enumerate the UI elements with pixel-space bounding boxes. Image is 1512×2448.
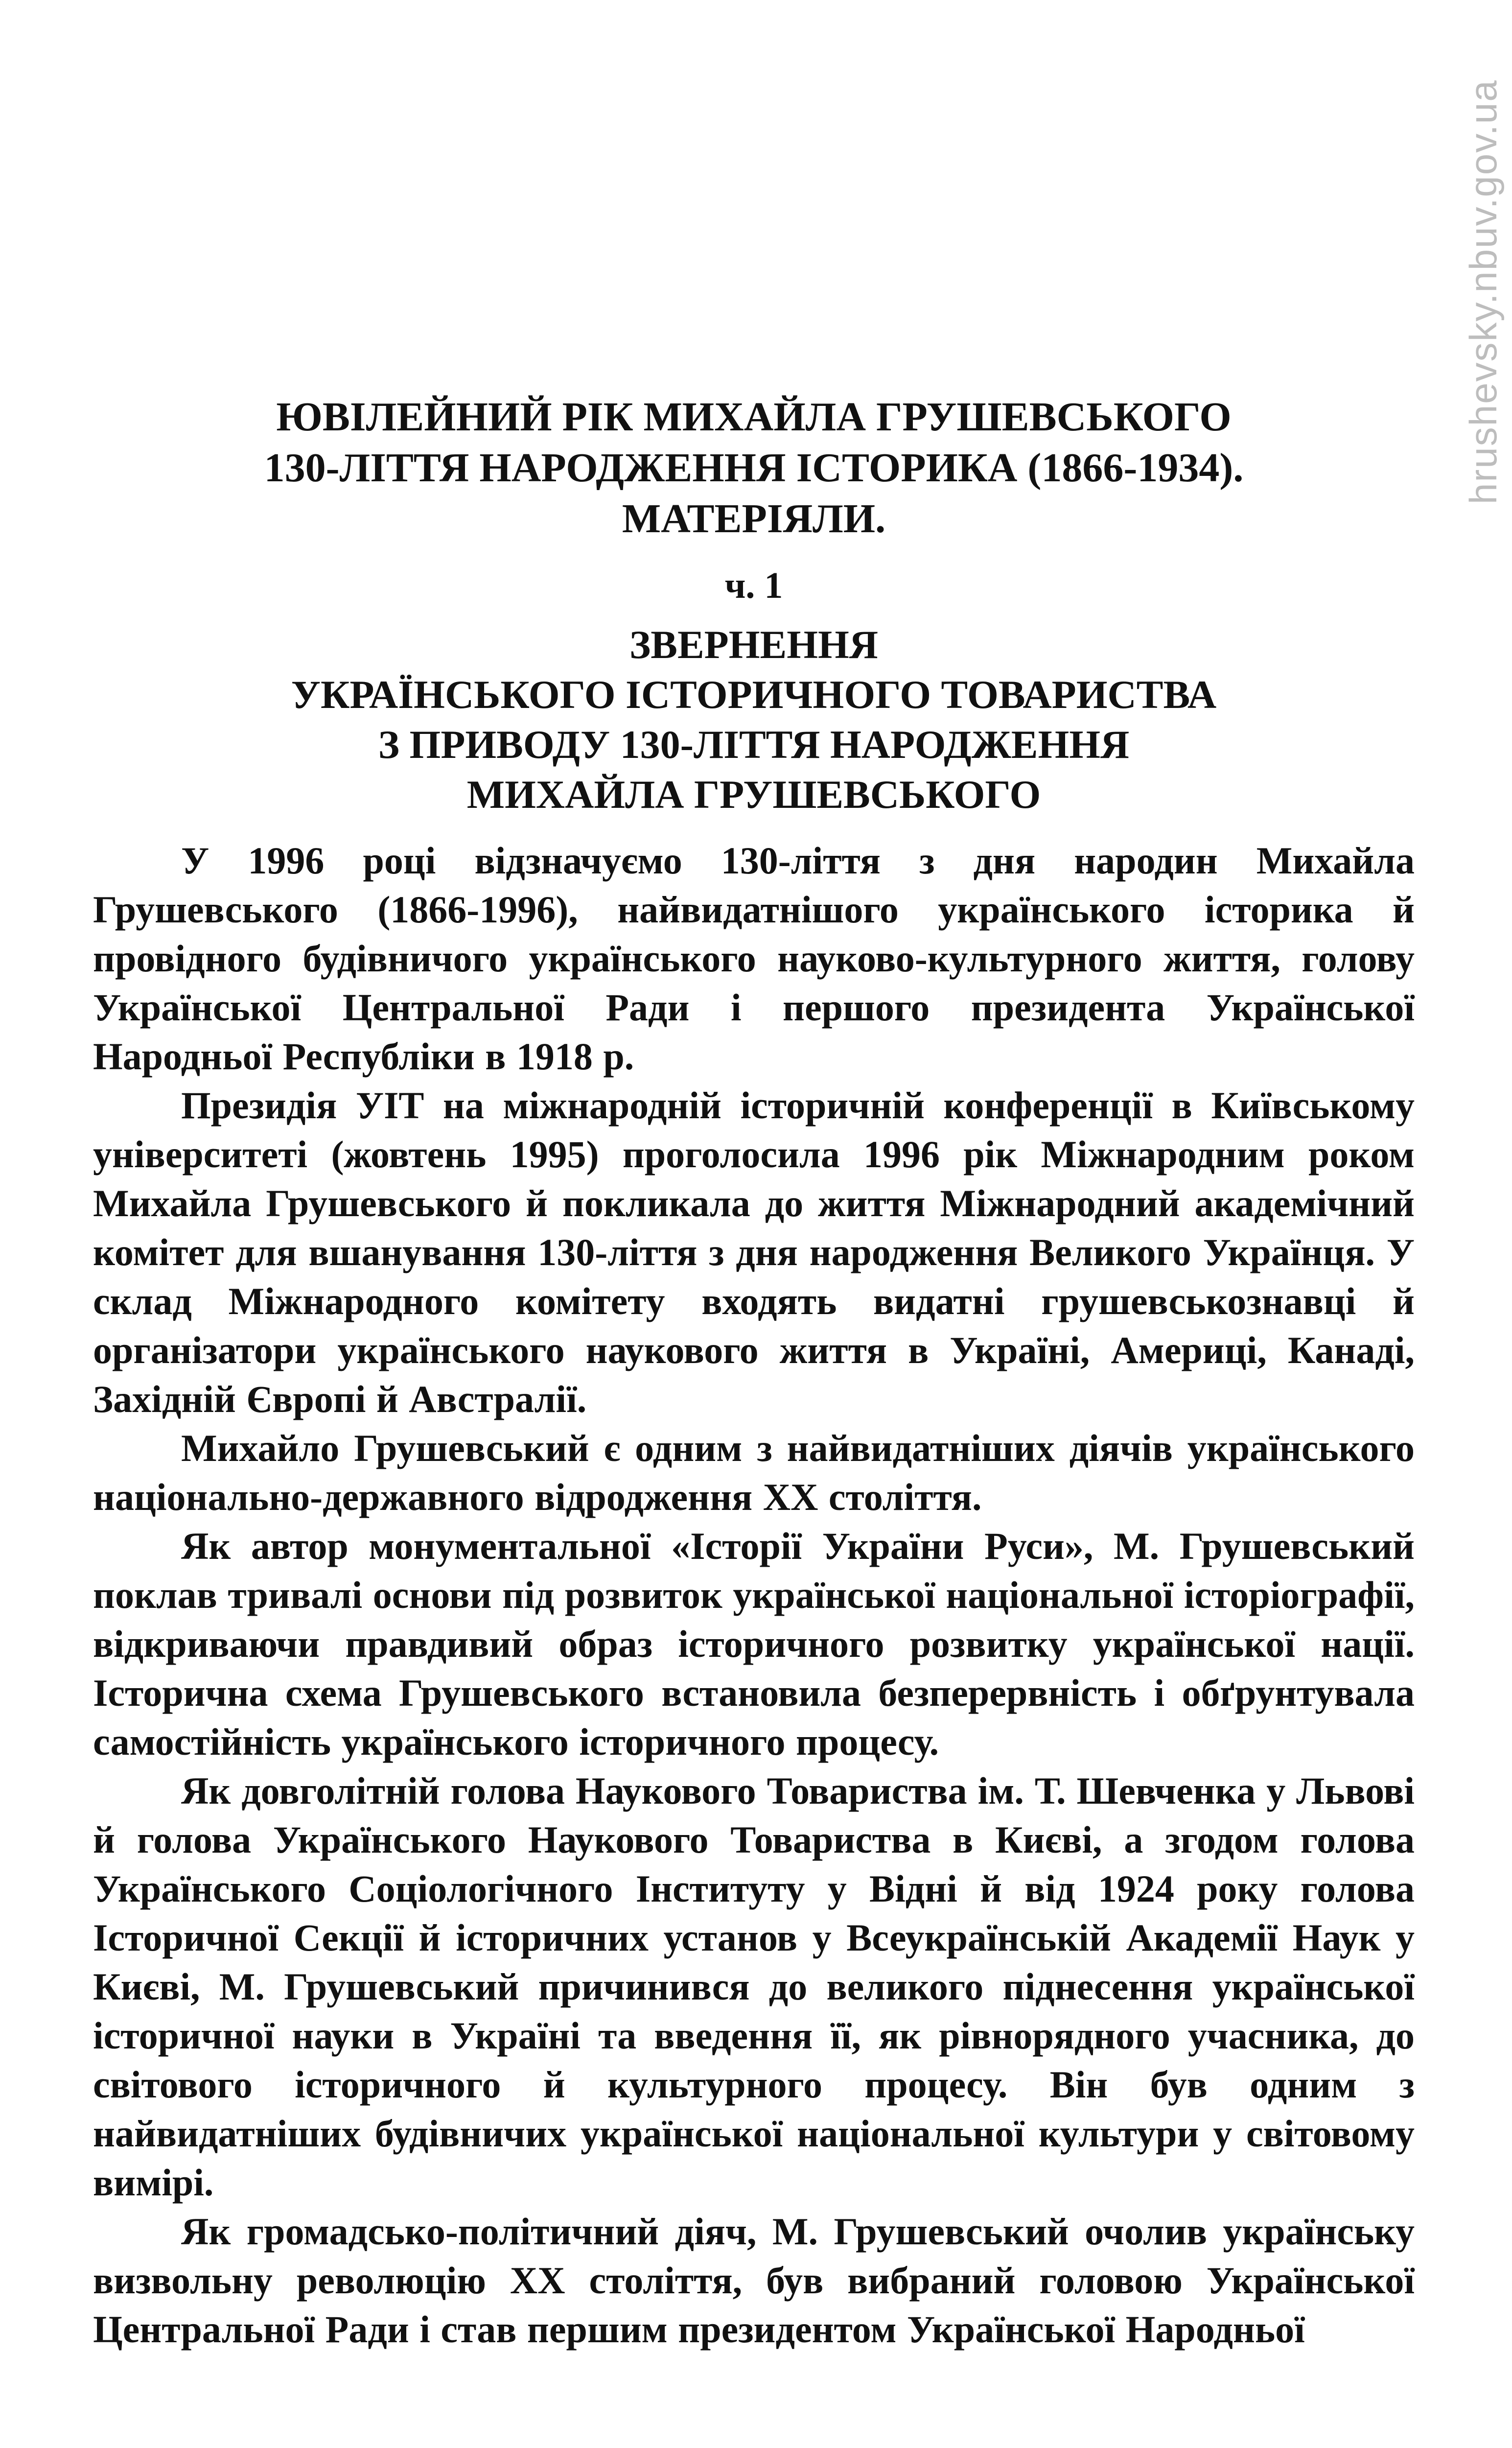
heading-line: УКРАЇНСЬКОГО ІСТОРИЧНОГО ТОВАРИСТВА: [291, 672, 1217, 717]
document-page: [93, 392, 1415, 2354]
heading-line: З ПРИВОДУ 130-ЛІТТЯ НАРОДЖЕННЯ: [378, 722, 1130, 767]
body-paragraph: У 1996 році відзначуємо 130-ліття з дня народин Михайла Грушевського (1866-1996), найвидатнішого українського історика й провідного будівничого українського науково-культурного життя, голову Української Центральної Ради і першого президента Української Народньої Республіки в 1918 р.: [93, 839, 1415, 1078]
section-heading: [93, 620, 1415, 820]
body-paragraph: Як довголітній голова Наукового Товариства ім. Т. Шевченка у Львові й голова Українського Наукового Товариства в Києві, а згодом голова Українського Соціологічного Інституту у Відні й від 1924 року голова Історичної Секції й історичних установ у Всеукраїнській Академії Наук у Києві, М. Грушевський причинився до великого піднесення української історичної науки в Україні та введення її, як рівнорядного учасника, до світового історичного й культурного процесу. Він був одним з найвидатніших будівничих української національної культури у світовому вимірі.: [93, 1769, 1415, 2204]
title-line: ЮВІЛЕЙНИЙ РІК МИХАЙЛА ГРУШЕВСЬКОГО: [276, 394, 1232, 440]
part-label: ч. 1: [724, 565, 783, 606]
heading-line: ЗВЕРНЕННЯ: [629, 622, 878, 667]
document-title: [93, 392, 1415, 544]
body-paragraph: Як автор монументальної «Історії України Руси», М. Грушевський поклав тривалі основи під розвиток української національної історіографії, відкриваючи правдивий образ історичного розвитку української нації. Історична схема Грушевського встановила безперервність і обґрунтувала самостійність українського історичного процесу.: [93, 1525, 1415, 1763]
title-line: 130-ЛІТТЯ НАРОДЖЕННЯ ІСТОРИКА (1866-1934).: [264, 445, 1244, 491]
body-paragraph: Президія УІТ на міжнародній історичній конференції в Київському університеті (жовтень 1995) проголосила 1996 рік Міжнародним роком Михайла Грушевського й покликала до життя Міжнародний академічний комітет для вшанування 130-ліття з дня народження Великого Українця. У склад Міжнародного комітету входять видатні грушевськознавці й організатори українського наукового життя в Україні, Америці, Канаді, Західній Європі й Австралії.: [93, 1084, 1415, 1420]
title-line: МАТЕРІЯЛИ.: [622, 496, 886, 541]
body-paragraph: Як громадсько-політичний діяч, М. Грушевський очолив українську визвольну революцію ХХ століття, був вибраний головою Української Центральної Ради і став першим президентом Української Народньої: [93, 2210, 1415, 2351]
heading-line: МИХАЙЛА ГРУШЕВСЬКОГО: [466, 772, 1041, 817]
watermark: hrushevsky.nbuv.gov.ua: [1462, 79, 1505, 504]
body-paragraph: Михайло Грушевський є одним з найвидатніших діячів українського національно-державного відродження ХХ століття.: [93, 1427, 1415, 1518]
